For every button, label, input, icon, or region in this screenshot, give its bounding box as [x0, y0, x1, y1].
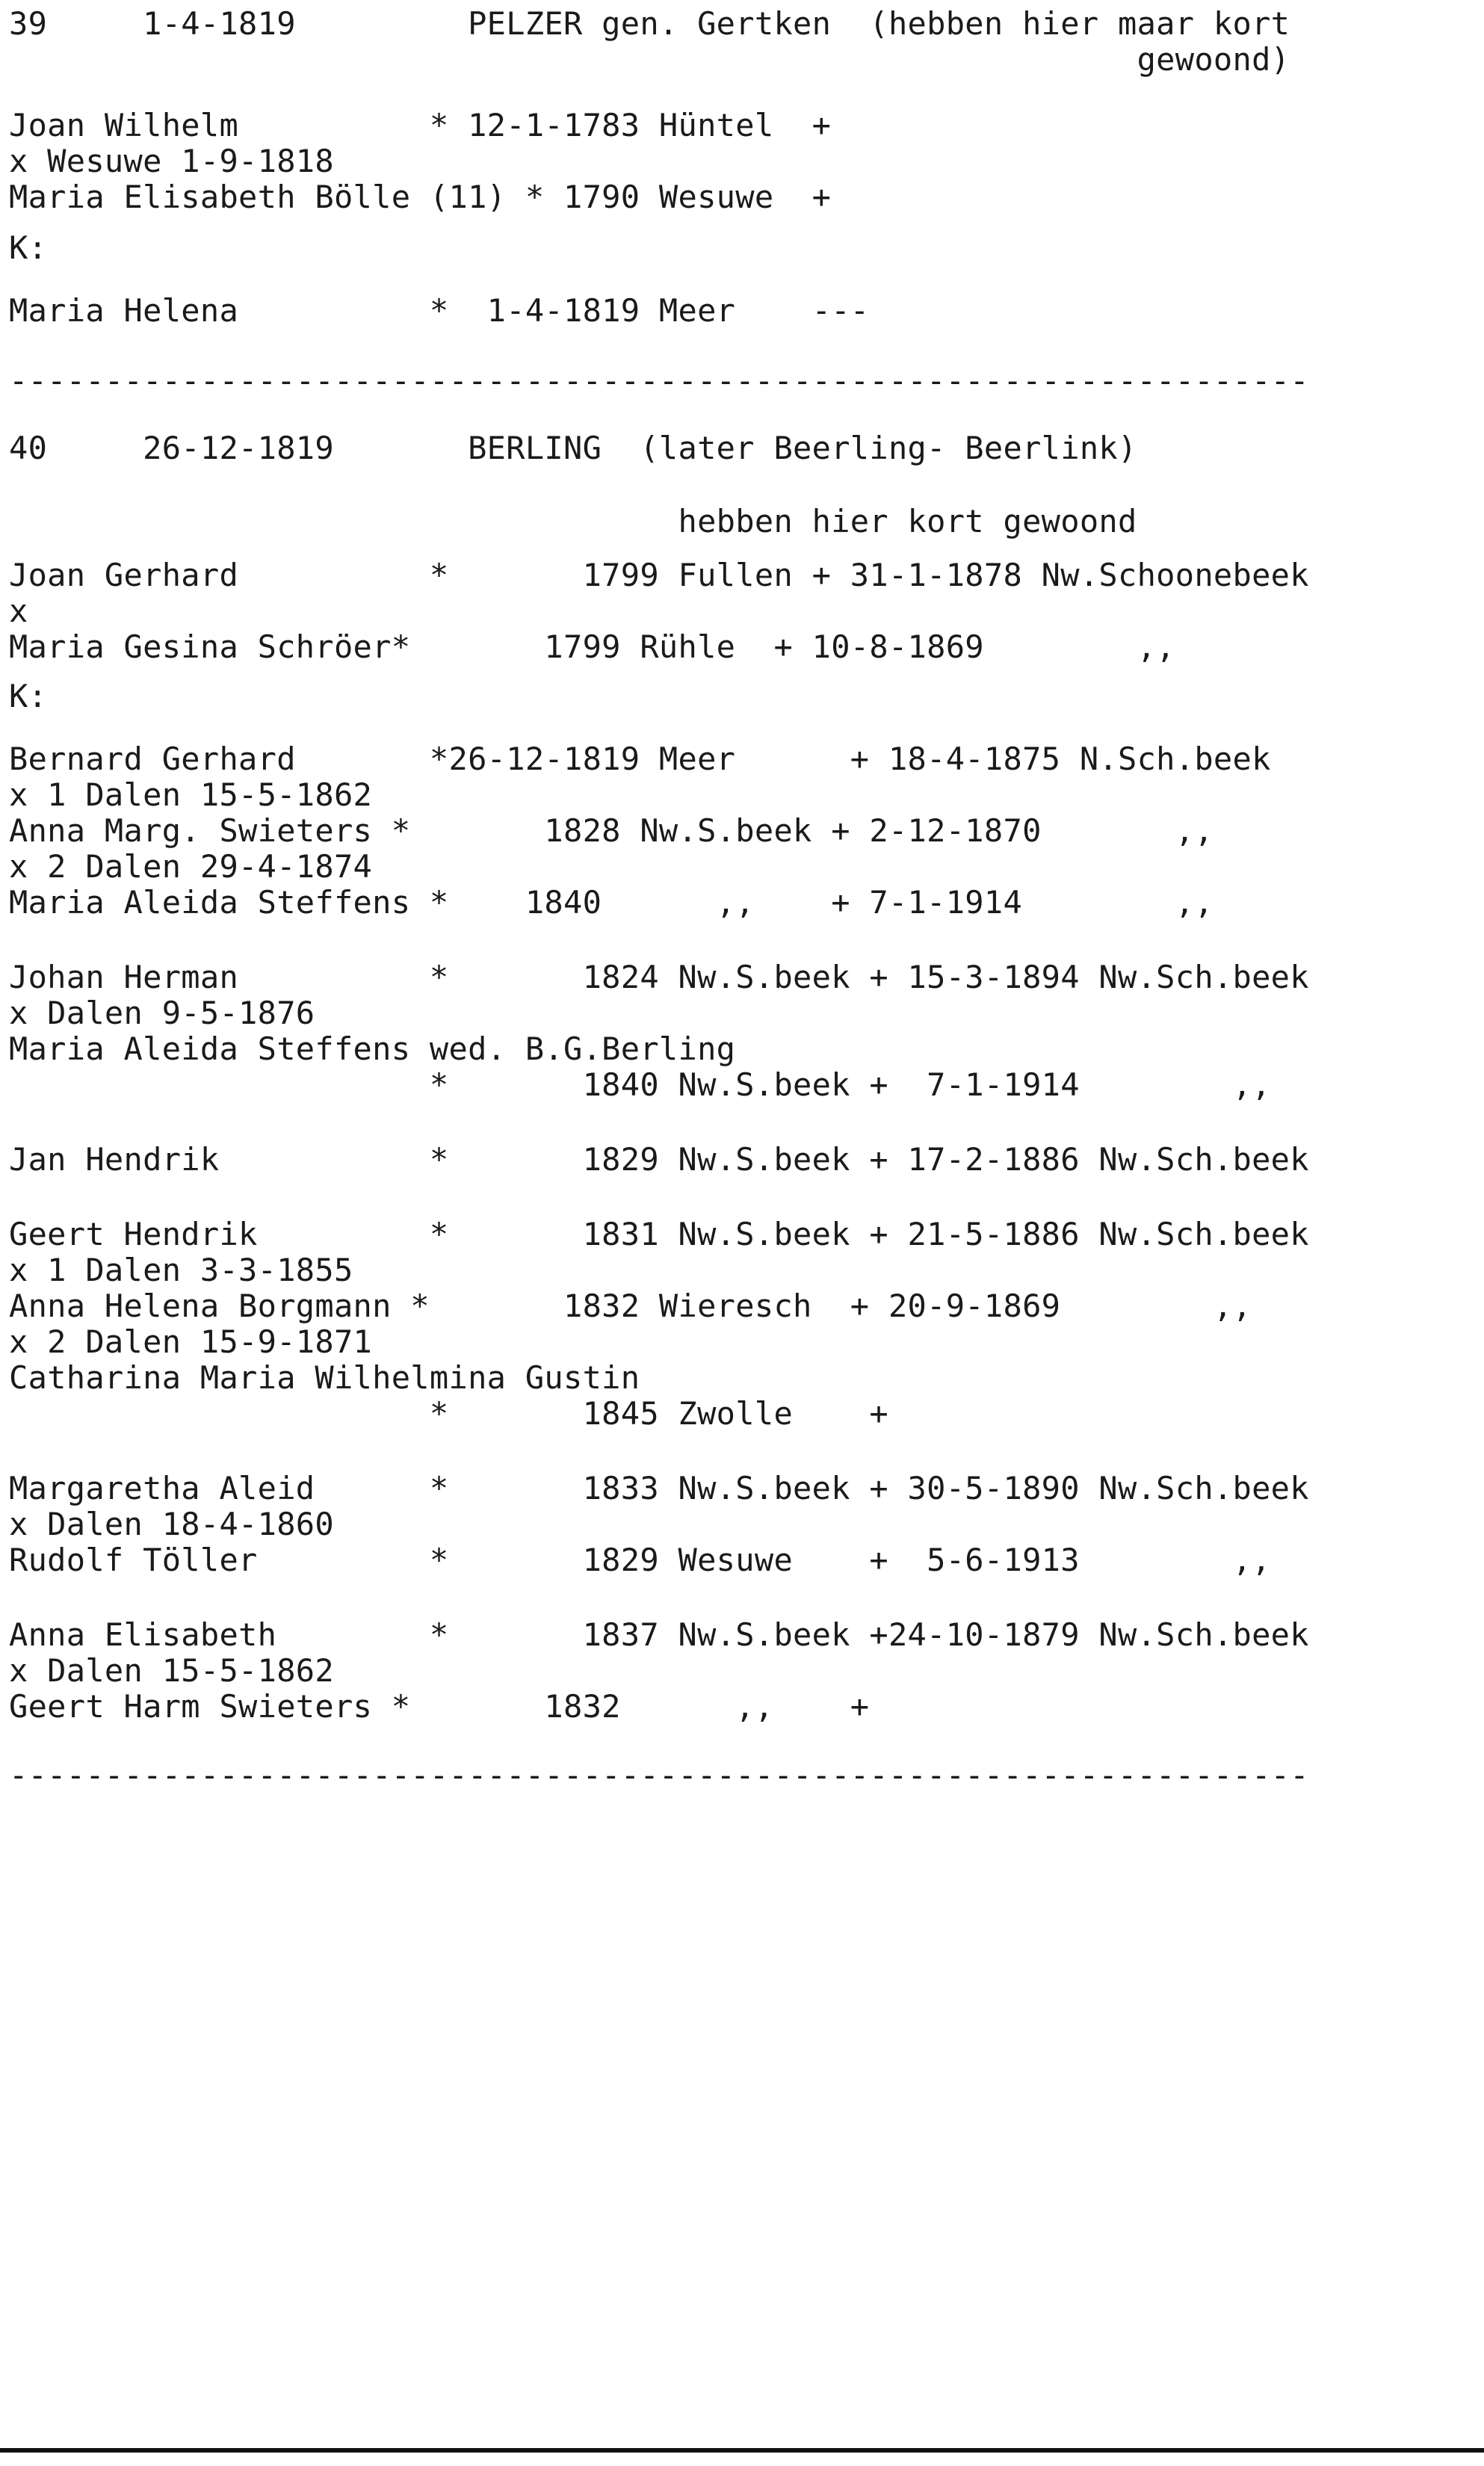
- text-line: x Wesuwe 1-9-1818: [9, 143, 334, 179]
- text-line: x 1 Dalen 3-3-1855: [9, 1252, 353, 1288]
- text-line: x: [9, 593, 28, 629]
- text-line: K:: [9, 229, 48, 266]
- text-line: Joan Gerhard * 1799 Fullen + 31-1-1878 Nw.Schoonebeek: [9, 557, 1309, 593]
- text-line: x Dalen 15-5-1862: [9, 1652, 334, 1689]
- text-line: Rudolf Töller * 1829 Wesuwe + 5-6-1913 ,,: [9, 1542, 1271, 1578]
- text-line: Jan Hendrik * 1829 Nw.S.beek + 17-2-1886 Nw.Sch.beek: [9, 1141, 1309, 1178]
- text-line: 40 26-12-1819 BERLING (later Beerling- Beerlink): [9, 430, 1137, 466]
- text-line: Anna Helena Borgmann * 1832 Wieresch + 20-9-1869 ,,: [9, 1288, 1252, 1324]
- text-line: Geert Harm Swieters * 1832 ,, +: [9, 1688, 870, 1725]
- text-line: x 2 Dalen 29-4-1874: [9, 848, 373, 885]
- separator-line: --------------------------------------------------------------------: [9, 362, 1309, 399]
- text-line: x Dalen 18-4-1860: [9, 1506, 334, 1542]
- text-line: Catharina Maria Wilhelmina Gustin: [9, 1359, 640, 1396]
- text-line: Joan Wilhelm * 12-1-1783 Hüntel +: [9, 107, 832, 143]
- text-line: x 1 Dalen 15-5-1862: [9, 776, 373, 813]
- text-line: hebben hier kort gewoond: [9, 503, 1137, 540]
- text-line: * 1845 Zwolle +: [9, 1395, 888, 1432]
- text-line: Maria Aleida Steffens wed. B.G.Berling: [9, 1030, 736, 1067]
- text-line: 39 1-4-1819 PELZER gen. Gertken (hebben hier maar kort: [9, 5, 1290, 42]
- text-line: Anna Elisabeth * 1837 Nw.S.beek +24-10-1879 Nw.Sch.beek: [9, 1616, 1309, 1653]
- text-line: Maria Helena * 1-4-1819 Meer ---: [9, 292, 870, 329]
- separator-line: --------------------------------------------------------------------: [9, 1757, 1309, 1793]
- text-line: Maria Aleida Steffens * 1840 ,, + 7-1-1914 ,,: [9, 884, 1214, 921]
- text-line: Margaretha Aleid * 1833 Nw.S.beek + 30-5-1890 Nw.Sch.beek: [9, 1470, 1309, 1507]
- bottom-border-line: [0, 2448, 1484, 2453]
- text-line: * 1840 Nw.S.beek + 7-1-1914 ,,: [9, 1066, 1271, 1103]
- text-line: gewoond): [9, 41, 1290, 78]
- text-line: x Dalen 9-5-1876: [9, 995, 315, 1031]
- text-line: Anna Marg. Swieters * 1828 Nw.S.beek + 2-12-1870 ,,: [9, 812, 1214, 849]
- text-line: K:: [9, 678, 48, 714]
- text-line: Geert Hendrik * 1831 Nw.S.beek + 21-5-1886 Nw.Sch.beek: [9, 1216, 1309, 1252]
- text-line: Maria Gesina Schröer* 1799 Rühle + 10-8-1869 ,,: [9, 628, 1175, 665]
- text-line: Maria Elisabeth Bölle (11) * 1790 Wesuwe +: [9, 179, 832, 215]
- text-line: x 2 Dalen 15-9-1871: [9, 1323, 373, 1360]
- text-line: Johan Herman * 1824 Nw.S.beek + 15-3-1894 Nw.Sch.beek: [9, 959, 1309, 995]
- text-line: Bernard Gerhard *26-12-1819 Meer + 18-4-1875 N.Sch.beek: [9, 741, 1271, 777]
